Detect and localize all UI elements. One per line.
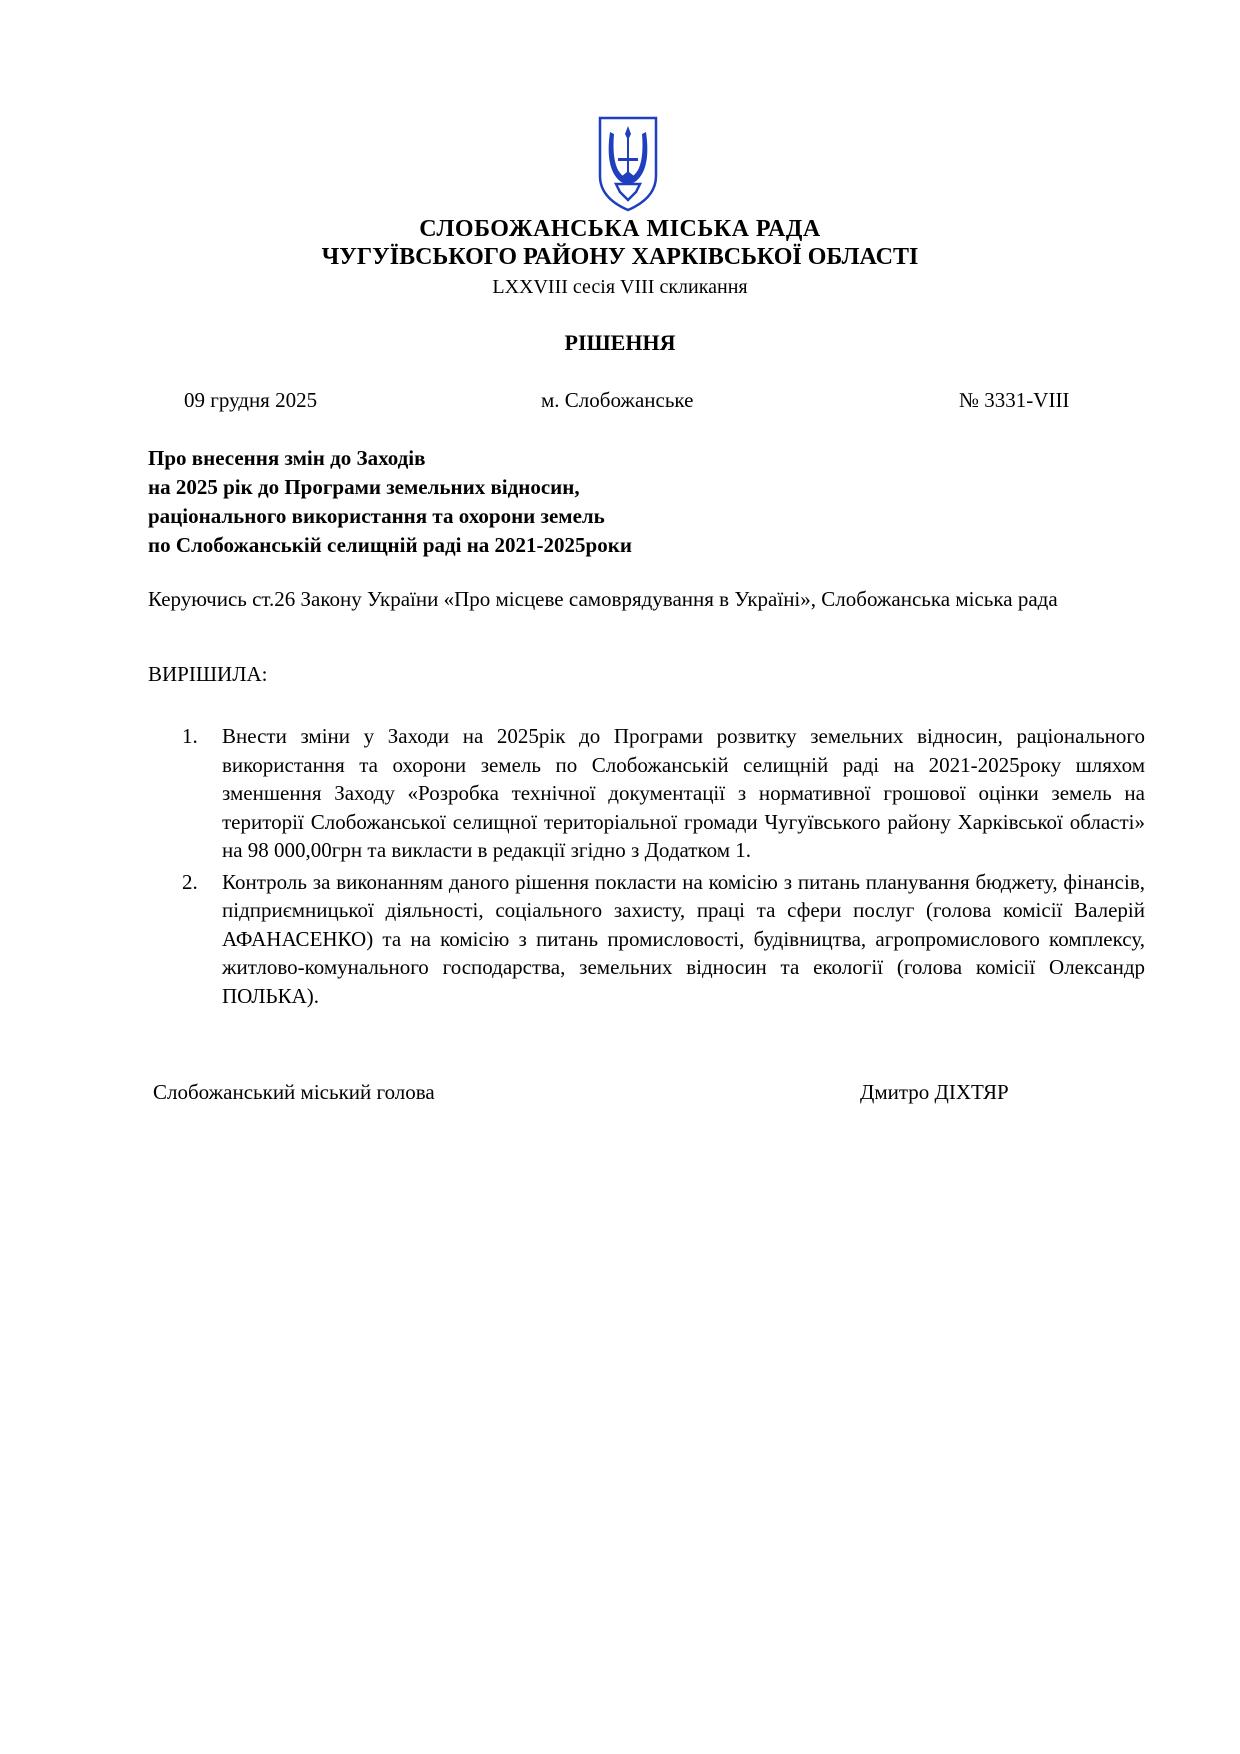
decided-heading: ВИРІШИЛА: (148, 662, 268, 686)
subject-line: раціонального використання та охорони земель (148, 504, 605, 528)
decision-items (182, 722, 1145, 1013)
document-type: РІШЕННЯ (564, 330, 676, 355)
item-number: 1. (182, 724, 198, 748)
decision-number: № 3331-VIII (959, 388, 1070, 412)
signatory-title: Слобожанський міський голова (153, 1080, 435, 1104)
decision-item (182, 722, 1145, 865)
subject-line: на 2025 рік до Програми земельних відносин, (148, 475, 580, 499)
subject-line: по Слобожанській селищній раді на 2021-2025роки (148, 533, 632, 557)
decision-item (182, 868, 1145, 1011)
decision-date: 09 грудня 2025 (184, 388, 318, 412)
session-info: LXXVIII сесія VIII скликання (492, 276, 748, 298)
trident-coat-of-arms-icon (596, 114, 660, 214)
decision-subject (148, 444, 632, 560)
decision-place: м. Слобожанське (541, 388, 694, 412)
district-name: ЧУГУЇВСЬКОГО РАЙОНУ ХАРКІВСЬКОЇ ОБЛАСТІ (321, 244, 919, 270)
subject-line: Про внесення змін до Заходів (148, 446, 426, 470)
council-name: СЛОБОЖАНСЬКА МІСЬКА РАДА (419, 216, 821, 242)
preamble-text: Керуючись ст.26 Закону України «Про місцеве самоврядування в Україні», Слобожанська міська рада (148, 587, 1058, 611)
item-text: Внести зміни у Заходи на 2025рік до Програми розвитку земельних відносин, раціонального використання та охорони земель по Слобожанській селищній раді на 2021-2025року шляхом зменшення Заходу «Розробка технічної документації з нормативної грошової оцінки земель на території Слобожанської селищної територіальної громади Чугуївського району Харківської області» на 98 000,00грн та викласти в редакції згідно з Додатком 1. (222, 724, 1145, 862)
item-text: Контроль за виконанням даного рішення покласти на комісію з питань планування бюджету, фінансів, підприємницької діяльності, соціального захисту, праці та сфери послуг (голова комісії Валерій АФАНАСЕНКО) та на комісію з питань промисловості, будівництва, агропромислового комплексу, житлово-комунального господарства, земельних відносин та екології (голова комісії Олександр ПОЛЬКА). (222, 869, 1145, 1008)
signatory-name: Дмитро ДІХТЯР (860, 1080, 1009, 1104)
item-number: 2. (182, 869, 198, 894)
